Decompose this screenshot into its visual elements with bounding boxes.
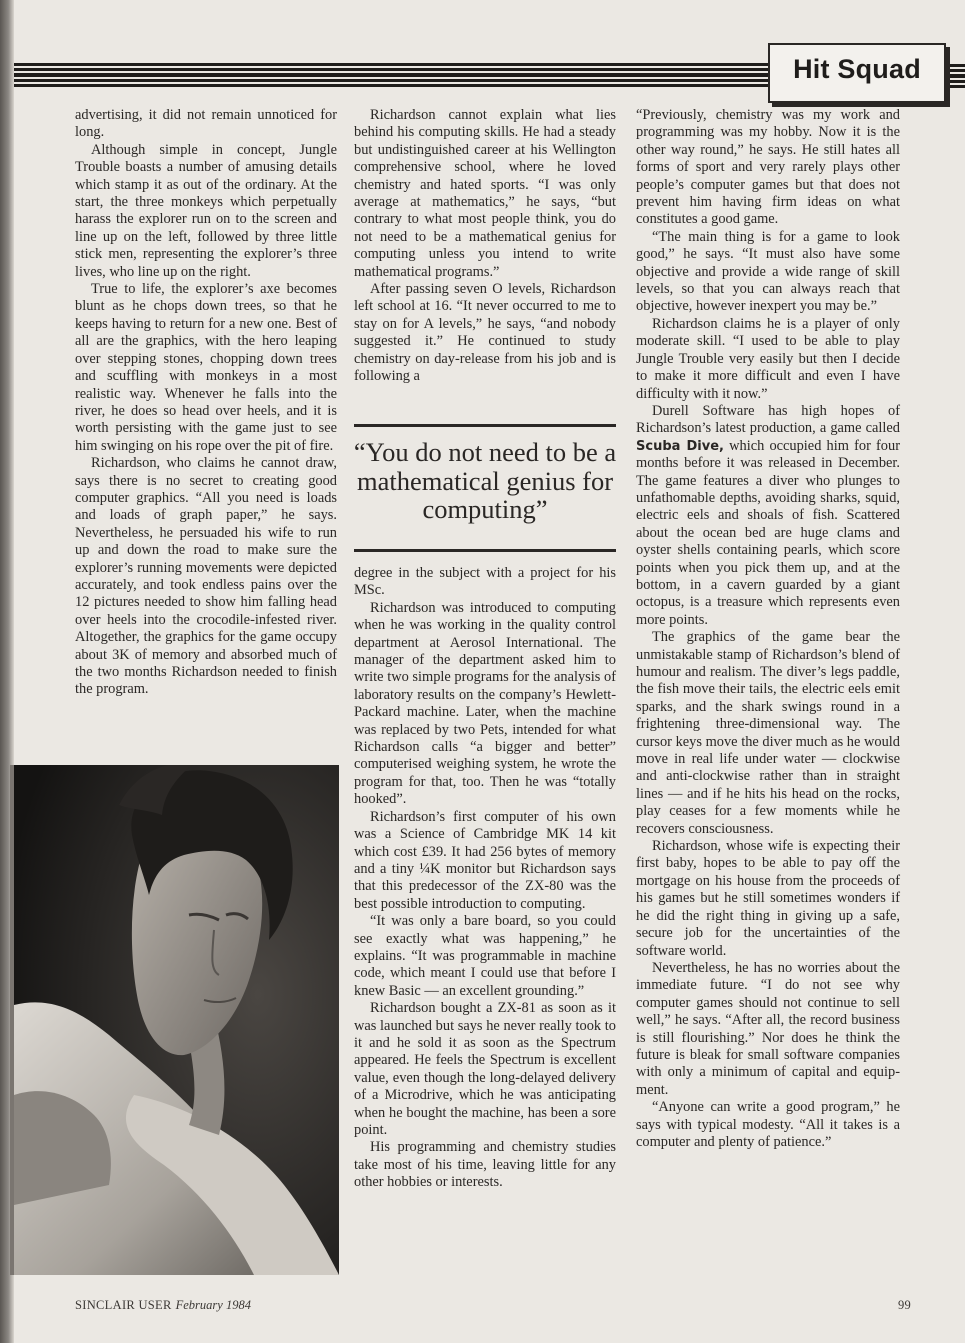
game-title-bold: Scuba Dive, [636, 438, 724, 454]
article-column-3 [636, 107, 900, 1151]
pull-quote-top-rule [354, 424, 616, 427]
paragraph [636, 403, 900, 629]
paragraph: Nevertheless, he has no worries about the immediate future. “I do not see why computer games should not continue to sell well,” he says. “After all, the record business is still flourishing.” Nor does he think the future is bleak for small software companies with only a minimum of capital and equipment. [636, 959, 900, 1098]
pull-quote [354, 424, 616, 552]
paragraph: degree in the subject with a project for his MSc. [354, 565, 616, 599]
header-rule-tail [944, 64, 965, 89]
section-tag-box [768, 43, 946, 103]
page-number: 99 [898, 1298, 912, 1312]
paragraph: “Previously, chemistry was my work and programming was my hobby. Now it is the other way round,” he says. He still hates all forms of sport and very rarely plays other people’s computer games but that does not prevent him having firm ideas on what constitutes a good game. [636, 107, 900, 228]
paragraph: Richardson was introduced to computing when he was working in the quality control department at Aerosol International. The manager of the department asked him to write two simple programs for the analysis of laboratory results on the company’s Hewlett-Packard machine. Later, when the machine was replaced by two Pets, intended for what Richardson calls “a bigger and better” computerised weighing system, he wrote the program for that, too. Then he was “totally hooked”. [354, 599, 616, 808]
paragraph: Richardson, who claims he cannot draw, says there is no secret to creating good computer graphics. “All you need is loads and loads of graph paper,” he says. Nevertheless, he persuaded his wife to run up and down the road to make sure the explorer’s running movements were depicted accurately, and took endless pains over the 12 pictures needed to show him falling head over heels into the crocodile-infested river. Altogether, the graphics for the game occupy about 3K of memory and absorbed much of the two months Richardson needed to finish the program. [75, 455, 337, 698]
paragraph: “The main thing is for a game to look good,” he says. “It must also have some objective and provide a wide range of skill levels, so that you can always reach that objective, however inexpert you may be.” [636, 228, 900, 315]
section-tag: Hit Squad [793, 54, 921, 84]
text-run: Durell Software has high hopes of Richardson’s latest production, a game called [636, 402, 900, 437]
article-column-1 [75, 107, 337, 699]
pull-quote-text: “You do not need to be a mathematical genius for computing” [353, 437, 617, 524]
issue-date: February 1984 [175, 1298, 251, 1312]
paragraph: Richardson’s first computer of his own was a Science of Cambridge MK 14 kit which cost £39. It had 256 bytes of memory and a tiny ¼K monitor but Richardson says that this predecessor of the ZX-80 was the best possible introduction to computing. [354, 808, 616, 912]
paragraph: “It was only a bare board, so you could see exactly what was happening,” he explains. “It was programmable in machine code, which meant I could use that before I knew Basic — an excellent grounding.” [354, 913, 616, 999]
paragraph: Richardson claims he is a player of only moderate skill. “I used to be able to play Jungle Trouble very easily but then I decide to make it more difficult and even I have difficulty with it now.” [636, 315, 900, 402]
header-rule-band [14, 56, 772, 94]
paragraph: Richardson, whose wife is expecting their first baby, hopes to be able to pay off the mortgage on his house from the proceeds of his games but he still sometimes wonders if he did the right thing in giving up a safe, secure job for the uncertainties of the software world. [636, 838, 900, 959]
magazine-name: SINCLAIR USER [75, 1298, 172, 1312]
paragraph: After passing seven O levels, Richardson left school at 16. “It never occurred to me to stay on for A levels,” he says, “and nobody suggested it.” He continued to study chemistry on day-release from his job and is following a [354, 281, 616, 385]
pull-quote-bottom-rule [354, 549, 616, 552]
paragraph: Although simple in concept, Jungle Trouble boasts a number of amusing details which stamp it as out of the ordinary. At the start, the three monkeys which perpetually harass the explorer run on to the screen and line up on the left, followed by three little stick men, representing the explorer’s three lives, who line up on the right. [75, 141, 337, 280]
paragraph: Richardson cannot explain what lies behind his computing skills. He had a steady but undistinguished career at his Wellington comprehensive school, where he loved chemistry and hated sports. “I was only average at mathematics,” he says, “but contrary to what most people think, you do not need to be a mathematical genius for computing unless you intend to write mathematical programs.” [354, 107, 616, 280]
text-run: which occupied him for four months before it was released in December. The game features a diver who plunges to unfathomable depths, avoiding sharks, squid, electric eels and shoals of fish. Scattered about the ocean bed are huge clams and oyster shells containing pearls, which score points when you pick them up, and at the bottom, in a cavern guarded by a giant octopus, is a treasure which represents even more points. [636, 437, 900, 628]
paragraph: advertising, it did not remain unnoticed for long. [75, 107, 337, 141]
paragraph: Richardson bought a ZX-81 as soon as it was launched but says he never really took to it and he sold it as soon as the Spectrum appeared. He feels the Spectrum is excellent value, even though the long-delayed delivery of a Microdrive, which he was anticipating when he bought the machine, has been a sore point. [354, 1000, 616, 1138]
paragraph: His programming and chemistry studies take most of his time, leaving little for any other hobbies or interests. [354, 1139, 616, 1191]
photo-left-edge [10, 765, 14, 1275]
paragraph: “Anyone can write a good program,” he says with typical modesty. “All it takes is a computer and plenty of patience.” [636, 1099, 900, 1150]
footer-magazine [75, 1298, 251, 1313]
portrait-photo [14, 765, 339, 1275]
paragraph: True to life, the explorer’s axe becomes blunt as he chops down trees, so that he keeps having to return for a new one. Best of all are the graphics, with the hero leaping over stepping stones, chopping down trees and scuffling with monkeys in a most realistic way. Whenever he falls into the river, he does so head over heels, and it is worth persisting with the game just to see him swinging on his rope over the pit of fire. [75, 281, 337, 454]
article-column-2-bottom [354, 565, 616, 1192]
article-column-2-top [354, 107, 616, 386]
paragraph: The graphics of the game bear the unmistakable stamp of Richardson’s blend of humour and realism. The diver’s legs paddle, the fish move their tails, the electric eels emit sparks, and the shark swings round in a frightening three-dimensional way. The cursor keys move the diver much as he would move in real life under water — clockwise and anti-clockwise rather than in straight lines — and if he hits his head on the rocks, play ceases for a few moments while he recovers consciousness. [636, 629, 900, 837]
